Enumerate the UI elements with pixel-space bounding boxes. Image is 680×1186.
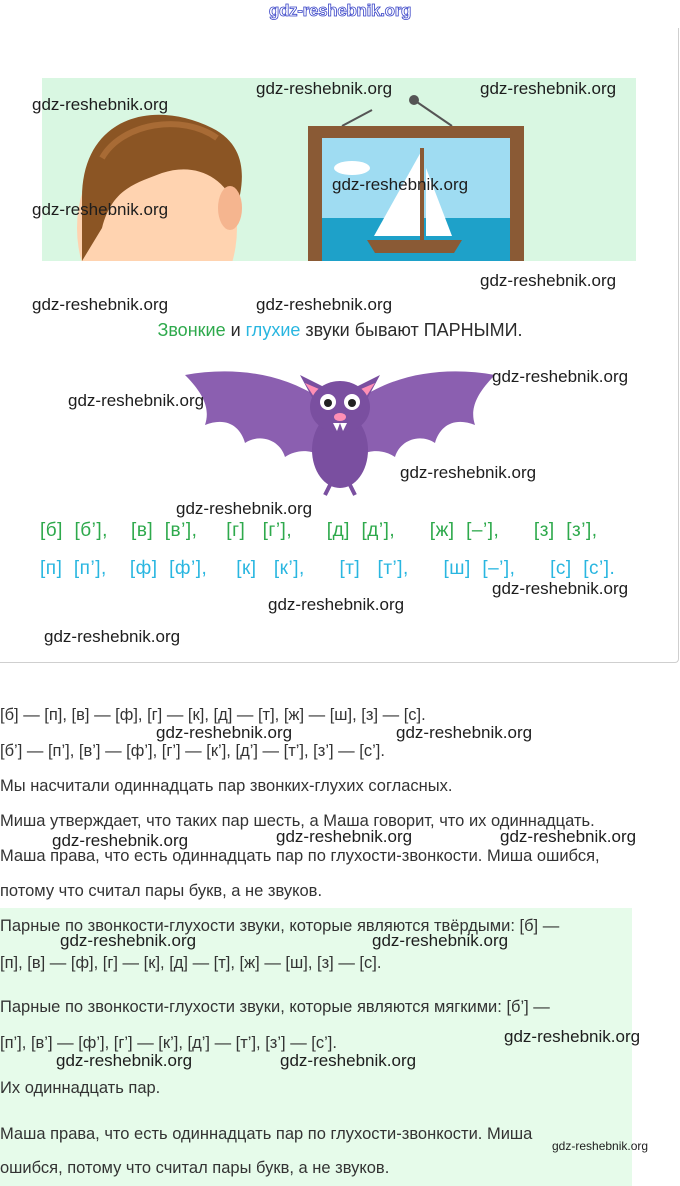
- watermark: gdz-reshebnik.org: [32, 295, 169, 314]
- box-line-6: Маша права, что есть одиннадцать пар по глухости-звонкости. Миша: [0, 1125, 533, 1143]
- watermark: gdz-reshebnik.org: [32, 200, 169, 219]
- box-line-7: ошибся, потому что считал пары букв, а не звуков.: [0, 1159, 390, 1177]
- answer-line-2: [б’] — [п’], [в’] — [ф’], [г’] — [к’], [д’] — [т’], [з’] — [с’].: [0, 742, 385, 760]
- watermark: gdz-reshebnik.org: [552, 1139, 649, 1153]
- box-line-2: [п], [в] — [ф], [г] — [к], [д] — [т], [ж] — [ш], [з] — [с].: [0, 954, 382, 972]
- watermark: gdz-reshebnik.org: [504, 1027, 641, 1046]
- watermark: gdz-reshebnik.org: [52, 831, 189, 850]
- watermark: gdz-reshebnik.org: [500, 827, 637, 846]
- rule-heading: [0, 320, 680, 341]
- voiced-word: Звонкие: [157, 320, 226, 340]
- answer-line-3: Мы насчитали одиннадцать пар звонких-глухих согласных.: [0, 777, 453, 795]
- watermark: gdz-reshebnik.org: [280, 1051, 417, 1070]
- heading-rest: звуки бывают ПАРНЫМИ.: [300, 320, 523, 340]
- voiceless-pairs-row: [п] [п’], [ф] [ф’], [к] [к’], [т] [т’], [ш] [–’], [с] [с’].: [40, 558, 616, 579]
- watermark: gdz-reshebnik.org: [372, 931, 509, 950]
- watermark: gdz-reshebnik.org: [400, 463, 537, 482]
- and-word: и: [225, 320, 246, 340]
- watermark: gdz-reshebnik.org: [268, 595, 405, 614]
- watermark: gdz-reshebnik.org: [332, 175, 469, 194]
- top-watermark: gdz-reshebnik.org: [268, 1, 412, 20]
- watermark: gdz-reshebnik.org: [256, 79, 393, 98]
- answer-line-4: Миша утверждает, что таких пар шесть, а Маша говорит, что их одиннадцать.: [0, 812, 595, 830]
- answer-line-1: [б] — [п], [в] — [ф], [г] — [к], [д] — [т], [ж] — [ш], [з] — [с].: [0, 706, 426, 724]
- watermark: gdz-reshebnik.org: [492, 579, 629, 598]
- watermark: gdz-reshebnik.org: [480, 271, 617, 290]
- watermark: gdz-reshebnik.org: [32, 95, 169, 114]
- voiceless-word: глухие: [245, 320, 301, 340]
- box-line-5: Их одиннадцать пар.: [0, 1079, 161, 1097]
- box-line-1: Парные по звонкости-глухости звуки, которые являются твёрдыми: [б] —: [0, 917, 560, 935]
- watermark: gdz-reshebnik.org: [44, 627, 181, 646]
- watermark: gdz-reshebnik.org: [68, 391, 205, 410]
- answer-line-5: Маша права, что есть одиннадцать пар по глухости-звонкости. Миша ошибся,: [0, 847, 600, 865]
- watermark: gdz-reshebnik.org: [492, 367, 629, 386]
- answer-line-6: потому что считал пары букв, а не звуков.: [0, 882, 323, 900]
- box-line-3: Парные по звонкости-глухости звуки, которые являются мягкими: [б’] —: [0, 998, 550, 1016]
- watermark: gdz-reshebnik.org: [156, 723, 293, 742]
- box-line-4: [п’], [в’] — [ф’], [г’] — [к’], [д’] — [т’], [з’] — [с’].: [0, 1034, 337, 1052]
- watermark: gdz-reshebnik.org: [276, 827, 413, 846]
- watermark: gdz-reshebnik.org: [480, 79, 617, 98]
- watermark: gdz-reshebnik.org: [176, 499, 313, 518]
- watermark: gdz-reshebnik.org: [396, 723, 533, 742]
- voiced-pairs-row: [б] [б’], [в] [в’], [г] [г’], [д] [д’], [ж] [–’], [з] [з’],: [40, 520, 598, 541]
- watermark: gdz-reshebnik.org: [256, 295, 393, 314]
- watermark: gdz-reshebnik.org: [56, 1051, 193, 1070]
- watermark: gdz-reshebnik.org: [60, 931, 197, 950]
